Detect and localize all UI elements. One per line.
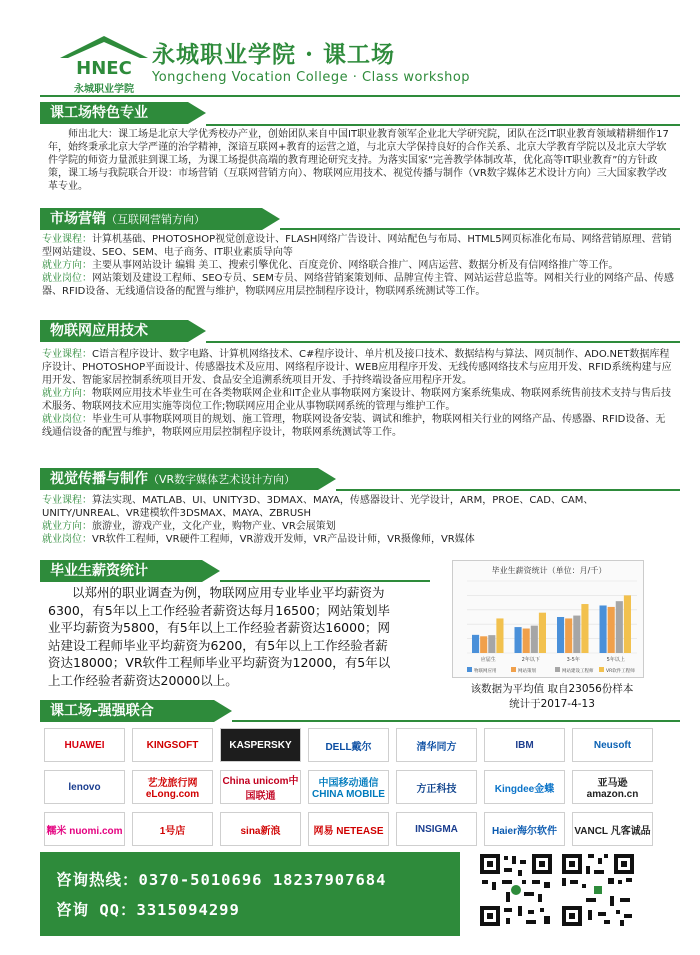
partner-logo: VANCL 凡客诚品 bbox=[572, 812, 653, 846]
chart-bar bbox=[496, 618, 503, 653]
iot-rule bbox=[206, 341, 680, 343]
partners-banner bbox=[40, 700, 214, 722]
chart-legend-label: 网站建设工程师 bbox=[562, 669, 594, 674]
row-label: 就业方向： bbox=[42, 260, 92, 271]
marketing-title: 市场营销 bbox=[50, 211, 106, 227]
header-rule bbox=[40, 95, 680, 97]
chart-legend-label: VR软件工程师 bbox=[606, 669, 635, 674]
salary-rule bbox=[220, 580, 430, 582]
marketing-rule bbox=[280, 228, 680, 230]
page-subtitle: Yongcheng Vocation College · Class workshop bbox=[152, 70, 471, 85]
contact-footer bbox=[40, 852, 460, 936]
visual-direction bbox=[42, 520, 674, 533]
row-text: 计算机基础、PHOTOSHOP视觉创意设计、FLASH网络广告设计、网站配色与布局、HTML5网页标准化布局、网络营销原理、营销型网站建设、SEO、SEM、电子商务、IT职业素质导向等 bbox=[42, 234, 672, 258]
marketing-banner bbox=[40, 208, 262, 230]
row-label: 就业岗位： bbox=[42, 414, 92, 425]
chart-bar bbox=[480, 636, 487, 653]
partner-logo: KASPERSKY bbox=[220, 728, 301, 762]
iot-direction bbox=[42, 387, 674, 413]
partner-logo: HUAWEI bbox=[44, 728, 125, 762]
partner-logo: 亚马逊 amazon.cn bbox=[572, 770, 653, 804]
row-text: 毕业生可从事物联网项目的规划、施工管理，物联网设备安装、调试和维护，物联网相关行业的网络产品、传感器、RFID设备、无线通信设备的配置与维护，物联网应用层控制程序设计，物联网系统测试等工作。 bbox=[42, 414, 666, 438]
chart-legend-swatch bbox=[599, 667, 604, 672]
partner-logo: 方正科技 bbox=[396, 770, 477, 804]
chart-bar bbox=[600, 605, 607, 653]
page-header bbox=[40, 12, 680, 95]
partner-logo: KINGSOFT bbox=[132, 728, 213, 762]
chart-bar bbox=[539, 613, 546, 653]
college-logo bbox=[56, 32, 136, 96]
row-text: 算法实现、MATLAB、UI、UNITY3D、3DMAX、MAYA，传感器设计、光学设计，ARM，PROE、CAD、CAM、UNITY/UNREAL、VR建模软件3DSMAX、MAYA、ZBRUSH bbox=[42, 495, 594, 519]
marketing-body bbox=[42, 233, 674, 298]
visual-subtitle: （VR数字媒体艺术设计方向） bbox=[148, 473, 296, 486]
row-text: 旅游业，游戏产业，文化产业，购物产业、VR会展策划 bbox=[92, 521, 336, 532]
row-text: C语言程序设计、数字电路、计算机网络技术、C#程序设计、单片机及接口技术、数据结构与算法、网页制作、ADO.NET数据库程序设计、PHOTOSHOP平面设计、传感器技术及应用、网络程序设计、WEB应用程序开发、无线传感网络技术与应用开发、RFID系统构建与应用开发、智能家居控制系统项目开发、食品安全追溯系统项目开发、手持终端设备应用程序开发。 bbox=[42, 349, 672, 386]
partner-logo: Neusoft bbox=[572, 728, 653, 762]
partner-logo: DELL戴尔 bbox=[308, 728, 389, 762]
visual-positions bbox=[42, 533, 674, 546]
visual-rule bbox=[336, 489, 680, 491]
chart-x-tick-label: 2年以下 bbox=[521, 657, 540, 663]
partner-logo: 艺龙旅行网 eLong.com bbox=[132, 770, 213, 804]
partner-logo: China unicom中国联通 bbox=[220, 770, 301, 804]
salary-chart-svg bbox=[453, 561, 645, 679]
row-label: 专业课程： bbox=[42, 495, 92, 506]
chart-bar bbox=[523, 629, 530, 653]
chart-x-tick-label: 应届生 bbox=[480, 657, 496, 663]
chart-title: 毕业生薪资统计（单位：月/千） bbox=[491, 566, 607, 575]
marketing-direction bbox=[42, 259, 674, 272]
chart-bar bbox=[515, 627, 522, 653]
visual-body bbox=[42, 494, 674, 546]
marketing-courses bbox=[42, 233, 674, 259]
marketing-subtitle: （互联网营销方向） bbox=[106, 213, 205, 226]
chart-x-tick-label: 5年以上 bbox=[606, 657, 625, 663]
logo-mark: HNEC bbox=[76, 58, 132, 79]
chart-legend-swatch bbox=[467, 667, 472, 672]
iot-banner bbox=[40, 320, 188, 342]
chart-x-tick-label: 3-5年 bbox=[566, 657, 580, 663]
row-text: 物联网应用技术毕业生可在各类物联网企业和IT企业从事物联网方案设计、物联网方案系统集成、物联网系统售前技术支持与售后技术服务、物联网技术应用实施等岗位工作;物联网应用企业从事物联网系统的管理与维护工作。 bbox=[42, 388, 672, 412]
partner-logo: INSIGMA bbox=[396, 812, 477, 846]
marketing-positions bbox=[42, 272, 674, 298]
visual-courses bbox=[42, 494, 674, 520]
chart-legend-swatch bbox=[555, 667, 560, 672]
features-title: 课工场特色专业 bbox=[50, 105, 148, 121]
chart-caption bbox=[452, 682, 652, 712]
row-label: 就业岗位： bbox=[42, 534, 92, 545]
qr-code-icon bbox=[478, 852, 554, 928]
row-label: 专业课程： bbox=[42, 349, 92, 360]
partner-logo: 中国移动通信 CHINA MOBILE bbox=[308, 770, 389, 804]
hotline-text: 咨询热线：0370-5010696 18237907684 bbox=[56, 871, 387, 889]
visual-banner bbox=[40, 468, 318, 490]
chart-legend-label: 物联网应用 bbox=[474, 669, 497, 674]
chart-bar bbox=[624, 595, 631, 653]
chart-bar bbox=[472, 635, 479, 653]
chart-bar bbox=[608, 607, 615, 653]
iot-courses bbox=[42, 348, 674, 387]
qq-text: 咨询 QQ：3315094299 bbox=[56, 901, 240, 919]
row-label: 专业课程： bbox=[42, 234, 92, 245]
chart-bar bbox=[565, 618, 572, 653]
salary-chart bbox=[452, 560, 644, 678]
row-label: 就业岗位： bbox=[42, 273, 92, 284]
college-logo-icon bbox=[56, 32, 152, 80]
chart-bar bbox=[616, 601, 623, 653]
salary-title: 毕业生薪资统计 bbox=[50, 563, 148, 579]
row-text: 主要从事网站设计 编辑 美工、搜索引擎优化、百度竞价、网络联合推广、网店运营、数据分析及有信网络推广等工作。 bbox=[92, 260, 619, 271]
logo-name: 永城职业学院 bbox=[74, 84, 134, 95]
iot-title: 物联网应用技术 bbox=[50, 323, 148, 339]
salary-banner bbox=[40, 560, 202, 582]
features-banner bbox=[40, 102, 188, 124]
row-text: 网站策划及建设工程师、SEO专员、SEM专员、网络营销案策划师、品牌宣传主管、网站运营总监等。网相关行业的网络产品、传感器、RFID设备、无线通信设备的配置与维护，物联网应用层控制程序设计，物联网系统测试等工作。 bbox=[42, 273, 674, 297]
partner-logo: IBM bbox=[484, 728, 565, 762]
partners-rule bbox=[232, 720, 680, 722]
partner-logo: sina新浪 bbox=[220, 812, 301, 846]
row-label: 就业方向： bbox=[42, 388, 92, 399]
partner-logo: 清华同方 bbox=[396, 728, 477, 762]
partner-logo: Haier海尔软件 bbox=[484, 812, 565, 846]
iot-positions bbox=[42, 413, 674, 439]
chart-bar bbox=[573, 616, 580, 653]
partner-logo: 网易 NETEASE bbox=[308, 812, 389, 846]
partner-logo: 1号店 bbox=[132, 812, 213, 846]
visual-title: 视觉传播与制作 bbox=[50, 471, 148, 487]
row-label: 就业方向： bbox=[42, 521, 92, 532]
qr-code-icon bbox=[560, 852, 636, 928]
chart-bar bbox=[488, 635, 495, 653]
chart-legend-label: 网站策划 bbox=[518, 669, 536, 674]
partner-logo: 糯米 nuomi.com bbox=[44, 812, 125, 846]
chart-bar bbox=[581, 604, 588, 653]
partners-title: 课工场-强强联合 bbox=[50, 703, 154, 719]
partner-logo: lenovo bbox=[44, 770, 125, 804]
chart-bar bbox=[557, 617, 564, 653]
features-body: 师出北大：课工场是北京大学优秀校办产业，创始团队来自中国IT职业教育领军企业北大学研究院，团队在泛IT职业教育领域精耕细作17年，始终秉承北京大学严谨的治学精神，深谙互联网+教育的运营之道，与北京大学保持良好的合作关系、北京大学教育学院以及北京大学软件学院的师资力量派驻到课工场，为课工场提供高端的教育理论研究支持。为落实国家“完善教学体制改革，优化高等IT职业教育”的方针政策，课工场与我院联合开设：市场营销（互联网营销方向）、物联网应用技术、视觉传播与制作（VR数字媒体艺术设计方向）三大国家教学改革专业。 bbox=[48, 129, 669, 192]
salary-body: 以郑州的职业调查为例，物联网应用专业毕业平均薪资为6300，有5年以上工作经验者薪资达每月16500；网站策划毕业平均薪资为5800，有5年以上工作经验者薪资达16000；网站建设工程师毕业平均薪资为6200，有5年以上工作经验者薪资达18000；VR软件工程师毕业平均薪资为12000，有5年以上工作经验者薪资达20000以上。 bbox=[48, 585, 391, 688]
chart-legend-swatch bbox=[511, 667, 516, 672]
features-rule bbox=[206, 124, 680, 126]
chart-bar bbox=[531, 626, 538, 653]
partner-logo-grid bbox=[40, 728, 660, 848]
chart-caption-line2: 统计于2017-4-13 bbox=[509, 698, 595, 710]
page-title: 永城职业学院 · 课工场 bbox=[152, 41, 396, 68]
partner-logo: Kingdee金蝶 bbox=[484, 770, 565, 804]
iot-body bbox=[42, 348, 674, 439]
row-text: VR软件工程师，VR硬件工程师，VR游戏开发师，VR产品设计师，VR摄像师，VR媒体 bbox=[92, 534, 475, 545]
chart-caption-line1: 该数据为平均值 取自23056份样本 bbox=[470, 683, 634, 695]
